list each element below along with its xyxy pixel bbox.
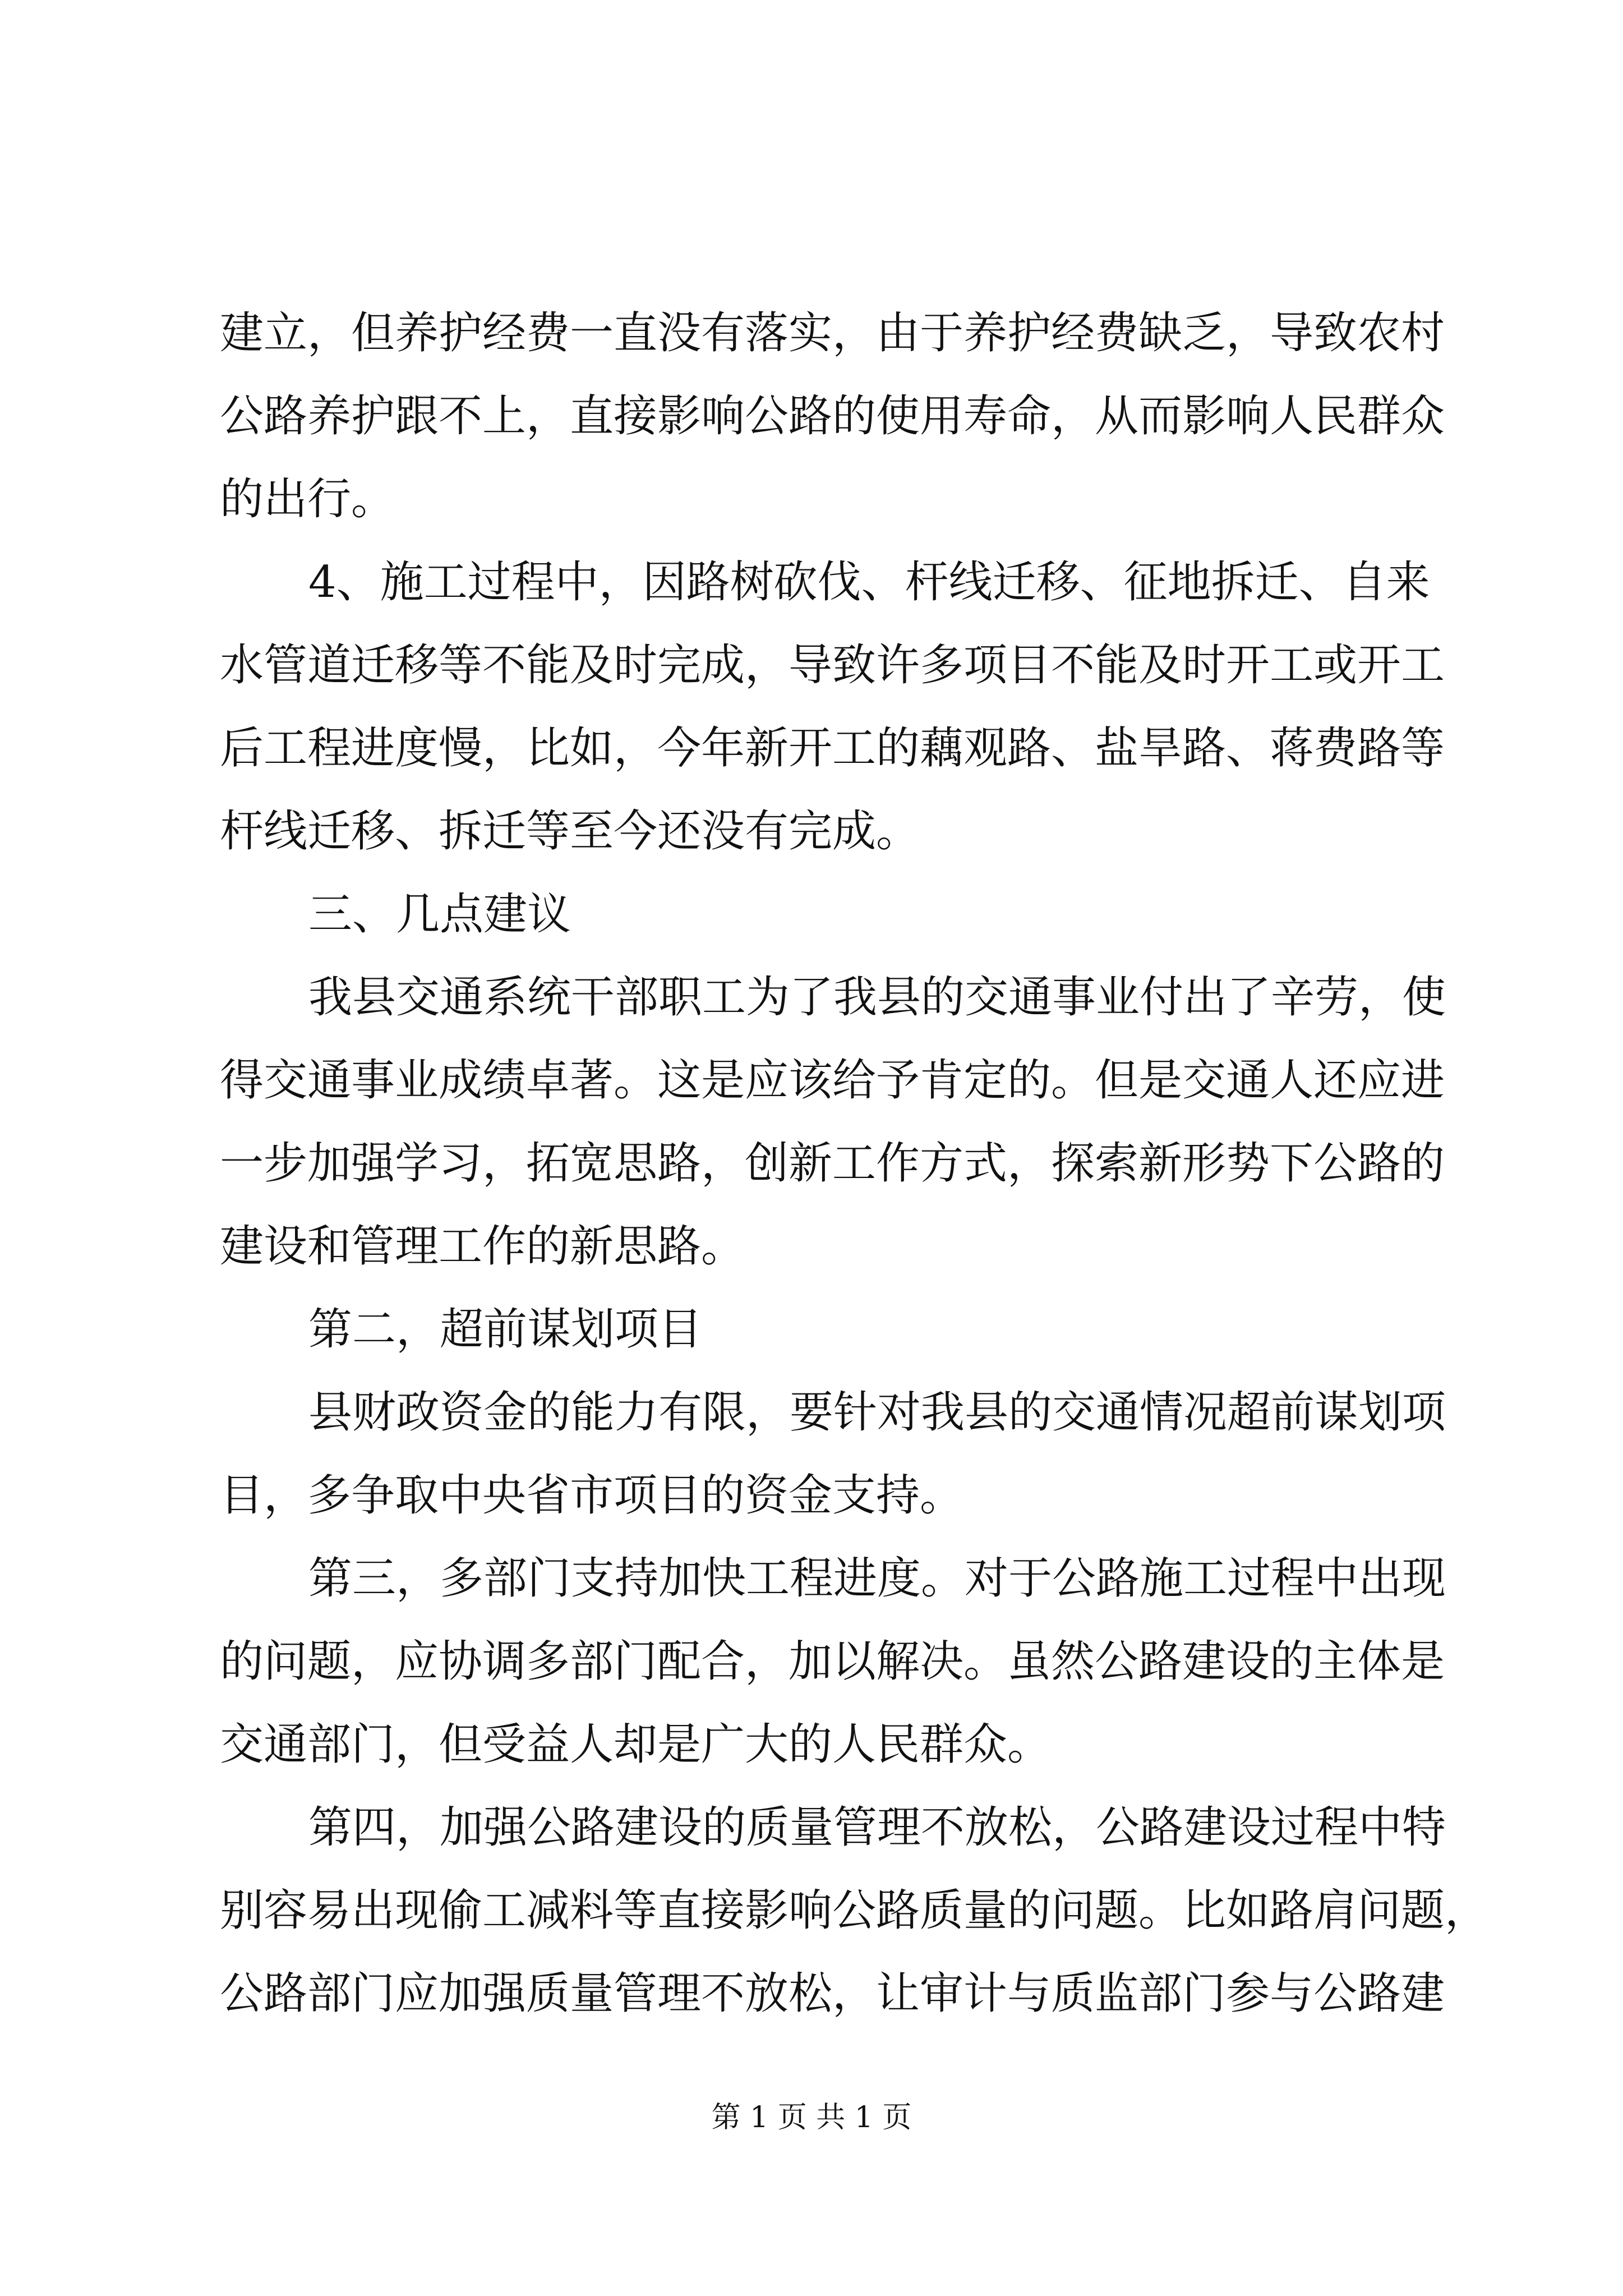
text-line: 别容易出现偷工减料等直接影响公路质量的问题。比如路肩问题， [220, 1885, 1489, 1936]
text-line: 公路养护跟不上，直接影响公路的使用寿命，从而影响人民群众 [220, 391, 1445, 441]
text-line: 的出行。 [220, 474, 395, 524]
text-line: 公路部门应加强质量管理不放松，让审计与质监部门参与公路建 [220, 1968, 1445, 2019]
text-line: 水管道迁移等不能及时完成，导致许多项目不能及时开工或开工 [220, 640, 1445, 691]
text-line: 县财政资金的能力有限，要针对我县的交通情况超前谋划项 [308, 1387, 1446, 1438]
text-line: 我县交通系统干部职工为了我县的交通事业付出了辛劳，使 [308, 972, 1446, 1023]
text-line: 目，多争取中央省市项目的资金支持。 [220, 1470, 964, 1521]
text-line: 建设和管理工作的新思路。 [220, 1221, 745, 1272]
document-body [220, 292, 1489, 2035]
text-line: 一步加强学习，拓宽思路，创新工作方式，探索新形势下公路的 [220, 1138, 1445, 1189]
text-line: 交通部门，但受益人却是广大的人民群众。 [220, 1719, 1052, 1770]
text-line: 建立，但养护经费一直没有落实，由于养护经费缺乏，导致农村 [220, 308, 1445, 358]
text-line: 杆线迁移、拆迁等至今还没有完成。 [220, 806, 920, 857]
text-line: 的问题，应协调多部门配合，加以解决。虽然公路建设的主体是 [220, 1636, 1445, 1687]
text-line: 第三，多部门支持加快工程进度。对于公路施工过程中出现 [308, 1553, 1446, 1604]
text-line: 得交通事业成绩卓著。这是应该给予肯定的。但是交通人还应进 [220, 1055, 1445, 1106]
text-line: 后工程进度慢，比如，今年新开工的藕观路、盐旱路、蒋费路等 [220, 723, 1445, 774]
page-number-footer: 第 1 页 共 1 页 [711, 2101, 912, 2134]
text-line: 第四，加强公路建设的质量管理不放松，公路建设过程中特 [308, 1802, 1446, 1853]
text-line: 4、施工过程中，因路树砍伐、杆线迁移、征地拆迁、自来 [308, 557, 1430, 608]
section-heading: 第二，超前谋划项目 [308, 1304, 703, 1355]
section-heading: 三、几点建议 [308, 889, 571, 940]
